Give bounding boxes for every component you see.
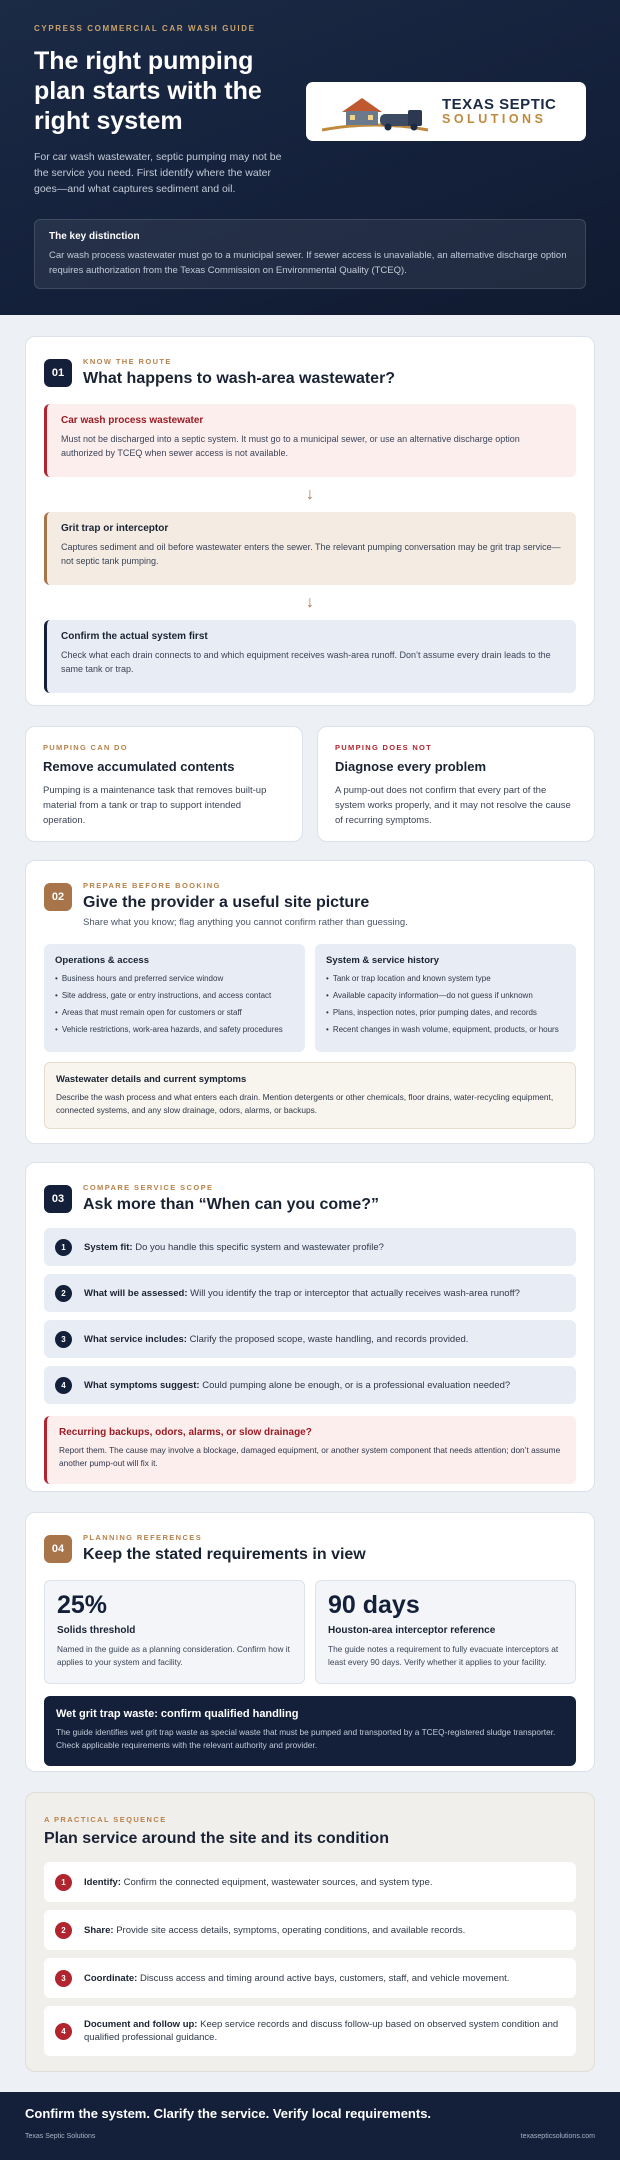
route-step-confirm-system <box>44 620 576 693</box>
grit-trap-waste-notice <box>44 1696 576 1766</box>
wastewater-details-box <box>44 1062 576 1129</box>
section-number-badge: 04 <box>44 1535 72 1563</box>
list-item: • Available capacity information—do not guess if unknown <box>326 990 565 1002</box>
pumping-can-do-card <box>25 726 303 842</box>
sequence-step <box>44 1862 576 1902</box>
route-step-text: Check what each drain connects to and which equipment receives wash-area runoff. Don’t assume every drain leads to the same tank or trap. <box>61 650 551 674</box>
box-title: System & service history <box>326 955 440 966</box>
operations-access-box <box>44 944 305 1052</box>
pumping-does-not-card <box>317 726 595 842</box>
stat-text: Named in the guide as a planning consideration. Confirm how it applies to your system and facility. <box>57 1644 290 1667</box>
recurring-problems-alert <box>44 1416 576 1484</box>
card-text: Pumping is a maintenance task that removes built-up material from a tank or trap to support intended operation. <box>43 785 267 826</box>
question-label: System fit: <box>84 1241 133 1253</box>
question-label: What will be assessed: <box>84 1287 188 1299</box>
section-title: What happens to wash-area wastewater? <box>83 370 396 387</box>
question-row <box>44 1228 576 1266</box>
question-number: 2 <box>55 1285 72 1302</box>
question-text: Clarify the proposed scope, waste handling, and records provided. <box>186 1333 469 1345</box>
step-number: 4 <box>55 2023 72 2040</box>
section-subtitle: Share what you know; flag anything you cannot confirm rather than guessing. <box>83 917 408 928</box>
house-truck-logo-icon <box>320 90 430 134</box>
stat-title: Houston-area interceptor reference <box>328 1625 496 1636</box>
box-title: Wastewater details and current symptoms <box>56 1074 247 1085</box>
card-text: A pump-out does not confirm that every part of the system works properly, and it may not resolve the cause of recurring symptoms. <box>335 785 571 826</box>
section-eyebrow: A PRACTICAL SEQUENCE <box>44 1815 167 1824</box>
alert-title: Recurring backups, odors, alarms, or slow drainage? <box>59 1427 312 1438</box>
section-prepare-before-booking <box>25 860 595 1144</box>
section-know-the-route <box>25 336 595 706</box>
list-item: • Tank or trap location and known system type <box>326 973 565 985</box>
route-step-title: Car wash process wastewater <box>61 415 204 426</box>
company-logo <box>306 82 586 141</box>
system-history-box <box>315 944 576 1052</box>
arrow-down-icon: ↓ <box>306 594 314 611</box>
stat-title: Solids threshold <box>57 1625 136 1636</box>
step-label: Document and follow up: <box>84 2019 198 2030</box>
stat-text: The guide notes a requirement to fully evacuate interceptors at least every 90 days. Verify whether it applies to your facility. <box>328 1644 559 1667</box>
sequence-step <box>44 1910 576 1950</box>
section-title: Plan service around the site and its condition <box>44 1830 389 1847</box>
practical-sequence-section <box>25 1792 595 2072</box>
card-title: Diagnose every problem <box>335 759 486 774</box>
card-label: PUMPING CAN DO <box>43 743 128 752</box>
step-text: Keep service records and discuss follow-up based on observed system condition and qualified professional guidance. <box>84 2019 559 2043</box>
question-number: 1 <box>55 1239 72 1256</box>
question-label: What service includes: <box>84 1333 187 1345</box>
section-number-badge: 02 <box>44 883 72 911</box>
alert-text: Report them. The cause may involve a blockage, damaged equipment, or another system component that needs attention; don’t assume another pump-out will fix it. <box>59 1445 561 1468</box>
route-step-grit-trap <box>44 512 576 585</box>
section-number-badge: 01 <box>44 359 72 387</box>
list-item: • Business hours and preferred service window <box>55 973 294 985</box>
list-item: • Recent changes in wash volume, equipment, products, or hours <box>326 1024 565 1036</box>
section-eyebrow: PLANNING REFERENCES <box>83 1533 203 1542</box>
distinction-title: The key distinction <box>49 231 140 242</box>
step-text: Confirm the connected equipment, wastewater sources, and system type. <box>120 1876 433 1888</box>
step-number: 1 <box>55 1874 72 1891</box>
section-eyebrow: KNOW THE ROUTE <box>83 357 172 366</box>
question-row <box>44 1274 576 1312</box>
page-footer <box>0 2092 620 2160</box>
step-label: Coordinate: <box>84 1972 138 1984</box>
box-text: Describe the wash process and what enters each drain. Mention detergents or other chemicals, floor drains, water-recycling equipment, connected systems, and any slow drainage, odors, alarms, or backups. <box>56 1092 554 1115</box>
page-title: The right pumping plan starts with the right system <box>34 47 262 135</box>
question-number: 3 <box>55 1331 72 1348</box>
section-title: Keep the stated requirements in view <box>83 1546 366 1563</box>
section-title: Ask more than “When can you come?” <box>83 1196 380 1213</box>
card-label: PUMPING DOES NOT <box>335 743 433 752</box>
intro-text: For car wash wastewater, septic pumping may not be the service you need. First identify where the water goes—and what captures sediment and oil. <box>34 151 282 195</box>
section-eyebrow: COMPARE SERVICE SCOPE <box>83 1183 214 1192</box>
section-eyebrow: PREPARE BEFORE BOOKING <box>83 881 221 890</box>
question-text: Do you handle this specific system and wastewater profile? <box>132 1241 384 1253</box>
step-text: Provide site access details, symptoms, operating conditions, and available records. <box>113 1924 466 1936</box>
route-step-text: Must not be discharged into a septic system. It must go to a municipal sewer, or use an alternative discharge option authorized by TCEQ when sewer access is not available. <box>61 434 520 458</box>
footer-tagline: Confirm the system. Clarify the service. Verify local requirements. <box>25 2106 432 2121</box>
route-step-process-wastewater <box>44 404 576 477</box>
guide-eyebrow: CYPRESS COMMERCIAL CAR WASH GUIDE <box>34 24 256 33</box>
box-title: Operations & access <box>55 955 149 966</box>
logo-line-1: TEXAS SEPTIC <box>442 95 557 113</box>
logo-line-2: SOLUTIONS <box>442 111 547 126</box>
list-item: • Plans, inspection notes, prior pumping dates, and records <box>326 1007 565 1019</box>
list-item: • Areas that must remain open for customers or staff <box>55 1007 294 1019</box>
step-text: Discuss access and timing around active bays, customers, staff, and vehicle movement. <box>137 1972 510 1984</box>
step-label: Identify: <box>84 1876 121 1888</box>
question-label: What symptoms suggest: <box>84 1379 200 1391</box>
section-planning-references <box>25 1512 595 1772</box>
key-distinction-box <box>34 219 586 289</box>
interceptor-reference-stat <box>315 1580 576 1684</box>
sequence-step <box>44 1958 576 1998</box>
route-step-title: Grit trap or interceptor <box>61 523 169 534</box>
card-title: Remove accumulated contents <box>43 759 235 774</box>
route-step-title: Confirm the actual system first <box>61 631 208 642</box>
sequence-step <box>44 2006 576 2056</box>
distinction-text: Car wash process wastewater must go to a municipal sewer. If sewer access is unavailable, an alternative discharge option requires authorization from the Texas Commission on Environmental Quality (TCEQ). <box>49 250 567 276</box>
route-step-text: Captures sediment and oil before wastewater enters the sewer. The relevant pumping conversation may be grit trap service—not septic tank pumping. <box>61 542 561 566</box>
question-text: Will you identify the trap or interceptor that actually receives wash-area runoff? <box>187 1287 520 1299</box>
question-row <box>44 1320 576 1358</box>
stat-value: 25% <box>57 1591 108 1619</box>
footer-url[interactable]: texasepticsolutions.com <box>520 2133 595 2140</box>
list-item: • Site address, gate or entry instructions, and access contact <box>55 990 294 1002</box>
notice-title: Wet grit trap waste: confirm qualified handling <box>56 1708 299 1720</box>
hero-header <box>0 0 620 315</box>
section-number-badge: 03 <box>44 1185 72 1213</box>
solids-threshold-stat <box>44 1580 305 1684</box>
notice-text: The guide identifies wet grit trap waste as special waste that must be pumped and transported by a TCEQ-registered sludge transporter. Check applicable requirements with the relevant authority and provider. <box>56 1727 556 1750</box>
step-label: Share: <box>84 1924 114 1936</box>
stat-value: 90 days <box>328 1591 420 1619</box>
section-title: Give the provider a useful site picture <box>83 894 370 911</box>
section-compare-service-scope <box>25 1162 595 1492</box>
question-number: 4 <box>55 1377 72 1394</box>
arrow-down-icon: ↓ <box>306 486 314 503</box>
list-item: • Vehicle restrictions, work-area hazards, and safety procedures <box>55 1024 294 1036</box>
question-row <box>44 1366 576 1404</box>
step-number: 2 <box>55 1922 72 1939</box>
question-text: Could pumping alone be enough, or is a professional evaluation needed? <box>199 1379 511 1391</box>
footer-company: Texas Septic Solutions <box>25 2133 96 2140</box>
step-number: 3 <box>55 1970 72 1987</box>
